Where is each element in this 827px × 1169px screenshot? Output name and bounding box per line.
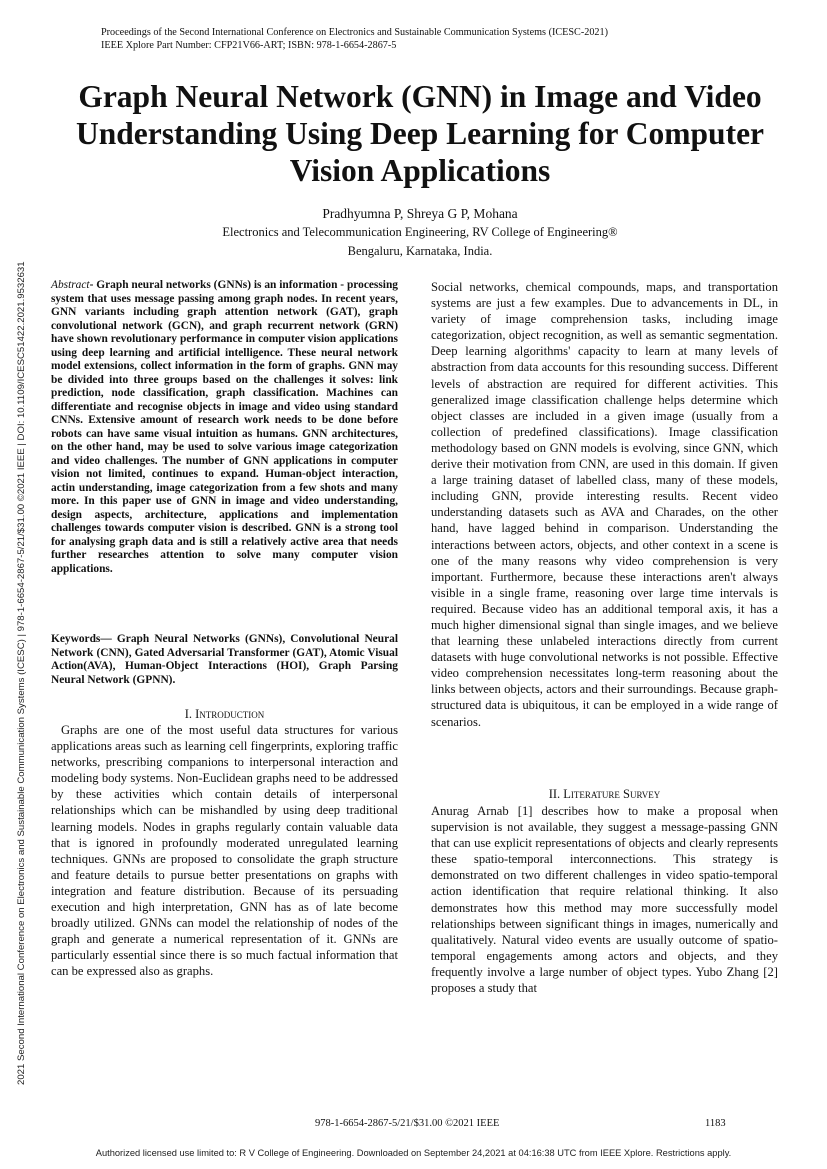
header-line-2: IEEE Xplore Part Number: CFP21V66-ART; ISBN: 978-1-6654-2867-5 [101,40,397,51]
doi-sidebar-text: 2021 Second International Conference on Electronics and Sustainable Communication Systems (ICESC) | 978-1-6654-2867-5/21/$31.00 ©2021 IEEE | DOI: 10.1109/ICESC51422.2021.9532631 [16,261,27,1085]
abstract-text: - Graph neural networks (GNNs) is an information - processing system that uses message passing among graph nodes. In recent years, GNN variants including graph attention network (GAT), graph convolutional network (GCN), and graph recurrent network (GRN) have shown revolutionary performance in computer vision applications using deep learning and artificial intelligence. These neural network model extensions, collect information in the form of graphs. GNN may be divided into three groups based on the challenges it solves: link prediction, node classification, graph classification. Machines can differentiate and recognise objects in image and video using standard CNNs. Extensive amount of research work needs to be done before robots can have same visual intuition as humans. GNN architectures, on the other hand, may be used to solve various image categorization and video challenges. The number of GNN applications in computer vision not limited, continues to expand. Human-object interaction, actin understanding, image categorization from a few shots and many more. In this paper use of GNN in image and video understanding, design aspects, architecture, applications and implementation challenges towards computer vision is described. GNN is a strong tool for analysing graph data and is still a relatively active area that needs further researches attention to solve many computer vision applications. [51,279,398,575]
footer-copyright: 978-1-6654-2867-5/21/$31.00 ©2021 IEEE [315,1118,500,1129]
literature-survey-paragraph: Anurag Arnab [1] describes how to make a proposal when supervision is not available, they suggest a message-passing GNN that can use explicit representations of objects and clearly represents these spatio-temporal interconnections. This strategy is demonstrated on two different challenges in video spatio-temporal action identification that require relational thinking. It also demonstrates how this method may more successfully model relationships between significant things in images, numerically and qualitatively. Natural video events are usually outcome of spatio-temporal engagements among actors and objects, and they frequently involve a large number of object types. Yubo Zhang [2] proposes a study that [431,804,778,996]
section-1-numeral: I. [184,707,192,721]
section-2-heading [431,787,778,802]
keywords-label: Keywords [51,633,101,645]
introduction-paragraph: Graphs are one of the most useful data structures for various applications areas such as learning cell fingerprints, exploring traffic networks, prescribing companions to interpersonal interaction and modeling body systems. Non-Euclidean graphs need to be addressed by these activities which contain details of interpersonal relationships which can be mishandled by using deep traditional learning models. Nodes in graphs regularly contain valuable data that is ignored in profoundly moderated unregulated learning techniques. GNNs are proposed to consolidate the graph structure and feature details to pursue better presentations on graphs with integration and feature distribution. Because of its persuading execution and high interpretation, GNN has as of late become broadly utilized. GNNs can model the relationship of nodes of the graph and generate a numerical representation of it. GNNs are particularly essential since there is so much factual information that can be expressed also as graphs. [51,723,398,979]
page-number: 1183 [705,1118,726,1129]
section-1-heading [51,707,398,722]
paper-title [40,78,800,189]
title-line-1: Graph Neural Network (GNN) in Image and Video [78,79,762,114]
section-1-title: Introduction [195,707,265,721]
introduction-continued-paragraph: Social networks, chemical compounds, maps, and transportation systems are just a few examples. Due to advancements in DL, in variety of image comprehension tasks, including image categorization, object recognition, as well as semantic segmentation. Deep learning algorithms' capacity to learn at many levels of abstraction from data accounts for this resounding success. Different levels of abstraction are required for different activities. This generalized image classification challenge helps determine which object classes are included in a given image (usually from a collection of predefined classifications). Image classification methodology based on GNN models is evolving, since GNN, which derive their motivation from CNN, are used in this domain. If given a large training dataset of labelled class, many of these models, including GNN, provide interesting results. Recent video understanding datasets such as AVA and Charades, on the other hand, have lagged behind in comparison. Understanding the interactions between actors, objects, and other context in a scene is one of the many reasons why video comprehension is very important. Furthermore, because these interactions aren't always visible in a single frame, reasoning over large time intervals is required. Because video has an additional temporal axis, it has a much higher dimensional signal than single images, and we believe that learning these unlabeled interactions directly from current datasets with huge convolutional networks is not possible. Effective video comprehension necessitates long-term reasoning about the links between objects, actors and their surroundings. Because graph-structured data is ubiquitous, it can be employed in a wide range of scenarios. [431,280,778,729]
abstract-label: Abstract [51,279,90,291]
title-line-3: Vision Applications [289,153,551,188]
section-2-numeral: II. [548,787,561,801]
authorized-use-note: Authorized licensed use limited to: R V College of Engineering. Downloaded on September 24,2021 at 04:16:38 UTC from IEEE Xplore. Restrictions apply. [95,1148,732,1158]
keywords [51,633,398,687]
conference-header [101,26,608,52]
header-line-1: Proceedings of the Second International Conference on Electronics and Sustainable Communication Systems (ICESC-2021) [101,27,608,38]
keywords-text: — Graph Neural Networks (GNNs), Convolutional Neural Network (CNN), Gated Adversarial Transformer (GAT), Atomic Visual Action(AVA), Human-Object Interactions (HOI), Graph Parsing Neural Network (GPNN). [51,633,398,686]
abstract [51,279,398,576]
affiliation [40,223,800,261]
affiliation-line-2: Bengaluru, Karnataka, India. [347,244,493,258]
title-line-2: Understanding Using Deep Learning for Computer [75,116,765,151]
author-list: Pradhyumna P, Shreya G P, Mohana [322,206,518,221]
affiliation-line-1: Electronics and Telecommunication Engineering, RV College of Engineering® [222,225,618,239]
section-2-title: Literature Survey [563,787,661,801]
